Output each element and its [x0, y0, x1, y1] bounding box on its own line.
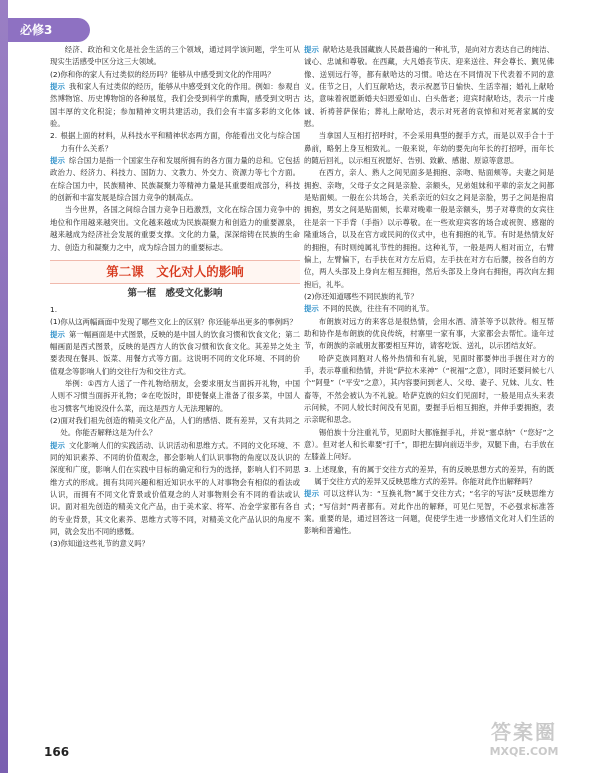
question-number: (3)	[50, 539, 61, 549]
question	[304, 291, 554, 303]
paragraph: 举例：①西方人送了一件礼物给朋友，会要求朋友当面拆开礼物，中国人则不习惯当面拆开礼物；②在吃饭时，即使餐桌上准备了很多菜，中国人也习惯客气地说没什么菜，而这是西方人无法理解的。	[50, 378, 300, 413]
question-number: 2.	[50, 131, 58, 141]
watermark-logo	[469, 719, 579, 767]
hint-label: 提示	[304, 45, 319, 54]
question-text: 你知道这些礼节的意义吗？	[60, 539, 150, 549]
question-text: 你还知道哪些不同民族的礼节？	[314, 291, 418, 301]
question-text: 根据上面的材料，从科技水平和精神状态两方面，你能看出文化与综合国力有什么关系？	[60, 131, 300, 153]
lesson-title: 第二课 文化对人的影响	[50, 260, 300, 284]
hint-text: 不同的民族，往往有不同的礼节。	[322, 304, 434, 314]
watermark-text: 答案圈	[491, 720, 557, 744]
question	[304, 464, 554, 489]
watermark-url: MXQE.COM	[489, 745, 559, 758]
question-number: 3.	[304, 464, 312, 474]
question-number: (2)	[50, 69, 61, 79]
question-number: (2)	[304, 291, 315, 301]
question-text: 你从这两幅画面中发现了哪些文化上的区别？你还能举出更多的事例吗？	[60, 317, 297, 327]
hint-text: 我和家人有过类似的经历，能够从中感受到文化的作用。例如：参观自然博物馆、历史博物馆的各种展览，我们会受到科学的熏陶，感受到文明古国丰厚的文化积淀；参加精神文明共建活动，我们会有丰富多彩的文化体验。	[50, 82, 300, 129]
question	[50, 415, 300, 440]
hint	[304, 44, 554, 130]
hint-label: 提示	[50, 329, 65, 339]
hint-text: 第一幅画面是中式图景，反映的是中国人的饮食习惯和饮食文化；第二幅画面是西式图景，反映的是西方人的饮食习惯和饮食文化。其差异之处主要表现在餐具、饭菜、用餐方式等方面。这说明不同的文化环境、不同的价值观念等影响人们的交往行为和交往方式。	[50, 329, 300, 376]
hint	[50, 329, 300, 378]
right-column	[304, 44, 554, 538]
paragraph: 在西方，亲人、熟人之间见面多是拥抱、亲吻、贴面颊等。夫妻之间是拥抱、亲吻，父母子女之间是亲脸、亲额头，兄弟姐妹和平辈的亲友之间都是贴面颊。一般在公共场合，关系亲近的妇女之间是亲脸，男子之间是抱肩拥抱，男女之间是贴面颊，长辈对晚辈一般是亲额头，男子对尊贵的女宾往往是亲一下手背（手指）以示尊敬。在一些欢迎宾客的场合或祝贺、感谢的隆重场合，以及在官方或民间的仪式中，也有拥抱的礼节。有时是热情友好的拥抱，有时则纯属礼节性的拥抱。这种礼节，一般是两人相对而立，右臂偏上，左臂偏下，右手扶在对方左后肩，左手扶在对方右后腰，按各自的方位，两人头部及上身向左相互拥抱，然后头部及上身向右拥抱，再次向左拥抱后，礼毕。	[304, 168, 554, 289]
question-text: 面对我们祖先创造的精美文化产品，人们的感悟、既有差异，又有共同之处。你能否解释这是为什么？	[60, 415, 300, 438]
hint-label: 提示	[304, 489, 320, 499]
paragraph: 锡伯族十分注重礼节，见面时大都施握手礼，并说“塞卓纳”（“您好”之意）。但对老人和长辈要“打千”，即把左脚向前迈半步，双腿下曲，右手放在左膝盖上问好。	[304, 427, 554, 462]
hint-label: 提示	[50, 156, 65, 166]
left-column	[50, 44, 300, 551]
question	[50, 304, 300, 329]
hint	[50, 155, 300, 204]
question	[50, 538, 300, 550]
hint	[304, 488, 554, 537]
question	[50, 69, 300, 81]
left-color-band	[0, 0, 8, 773]
question-number: 1.(1)	[50, 304, 61, 327]
page-number: 166	[44, 745, 70, 759]
paragraph: 布朗族对远方的来客总是很热情，会用水酒、清茶等予以款待。相互帮助和协作是布朗族的优良传统，村寨里一家有事，大家都会去帮忙。逢年过节，布朗族的亲戚朋友都要相互拜访，请客吃饭、送礼，以示团结友好。	[304, 316, 554, 351]
question	[50, 130, 300, 155]
question-number: (2)	[50, 415, 61, 425]
question-text: 你和你的家人有过类似的经历吗？能够从中感受到文化的作用吗？	[60, 69, 275, 79]
hint-text: 文化影响人们的实践活动、认识活动和思维方式。不同的文化环境、不同的知识素养、不同的价值观念，都会影响人们认识事物的角度以及认识的深度和广度，影响人们在实践中目标的确定和行为的选择，影响人们不同思维方式的形成。拥有共同兴趣和相近知识水平的人对事物会有相似的看法或认识，而拥有不同文化背景或价值观念的人对事物则会有不同的看法或认识。面对祖先创造的精美文化产品，由于美术家、将军、冶金学家都有各自的专业背景，其文化素养、思维方式等不同，对精美文化产品认识的角度不同，就会发出不同的感慨。	[50, 440, 300, 537]
hint-label: 提示	[50, 82, 65, 92]
paragraph: 当今世界，各国之间综合国力竞争日趋激烈，文化在综合国力竞争中的地位和作用越来越突出。文化越来越成为民族凝聚力和创造力的重要源泉，越来越成为经济社会发展的重要支撑。文化的力量，深深熔铸在民族的生命力、创造力和凝聚力之中，成为综合国力的重要标志。	[50, 205, 300, 252]
hint-text: 可以这样认为：“互换礼物”属于交往方式；“名字的写法”反映思维方式；“写信封”两者都有。对此作出的解释，可见仁见智，不必强求标准答案。重要的是，通过回答这一问题，促使学生进一步感悟文化对人们生活的影响和普遍性。	[304, 489, 554, 536]
hint	[304, 303, 554, 315]
hint-label: 提示	[50, 440, 65, 450]
hint-text: 综合国力是指一个国家生存和发展所拥有的各方面力量的总和。它包括政治力、经济力、科技力、国防力、文教力、外交力、资源力等七个方面。在综合国力中，民族精神、民族凝聚力等精神力量是其重要组成部分，科技的创新和丰富发展是综合国力竞争的制高点。	[50, 156, 300, 203]
question-text: 上述现象，有的属于交往方式的差异，有的反映思想方式的差异，有的既属于交往方式的差异又反映思维方式的差异。你能对此作出解释吗？	[314, 464, 554, 487]
paragraph: 经济、政治和文化是社会生活的三个领域，通过同学该问题，学生可从现实生活感受中区分这三大领域。	[50, 45, 300, 67]
paragraph: 当拿国人互相打招呼时，不会采用典型的握手方式，而是以双手合十于鼻前，略躬上身互相致礼。一般来说，年幼的要先向年长的打招呼，而年长的随后回礼，以示相互祝愿好、告别、致歉、感谢、原谅等意思。	[304, 131, 554, 166]
hint	[50, 81, 300, 130]
section-title: 第一框 感受文化影响	[127, 287, 223, 299]
paragraph: 哈萨克族同胞对人格外热情和有礼貌，见面时都要伸出手握住对方的手，表示尊重和热情，并说“萨拉木来神”（“祝福”之意），同时还要问候七八个“阿曼”（“平安”之意），其内容要问到老人、父母、妻子、兄妹、儿女、牲畜等，不然会被认为不礼貌。哈萨克族的妇女们见面时，一般是用点头来表示问候，不同人较长时间没有见面，要握手后相互拥抱，并伸手要拥抱，表示亲昵和思念。	[304, 353, 554, 425]
hint	[50, 440, 300, 539]
book-tab: 必修3	[8, 18, 90, 42]
hint-text: 献哈达是我国藏族人民最普遍的一种礼节，是向对方表达自己的纯洁、诚心、忠诚和尊敬。在西藏，大凡婚丧节庆、迎来送往、拜会尊长、觐见佛像、送别远行等，都有献哈达的习惯。哈达在不同情况下代表着不同的意义。佳节之日，人们互献哈达，表示祝愿节日愉快、生活幸福；婚礼上献哈达，意味着祝愿新婚夫妇恩爱如山、白头偕老；迎宾时献哈达，表示一片虔诚、祈祷菩萨保佑；葬礼上献哈达，表示对死者的哀悼和对死者家属的安慰。	[304, 45, 554, 129]
hint-label: 提示	[304, 304, 319, 314]
